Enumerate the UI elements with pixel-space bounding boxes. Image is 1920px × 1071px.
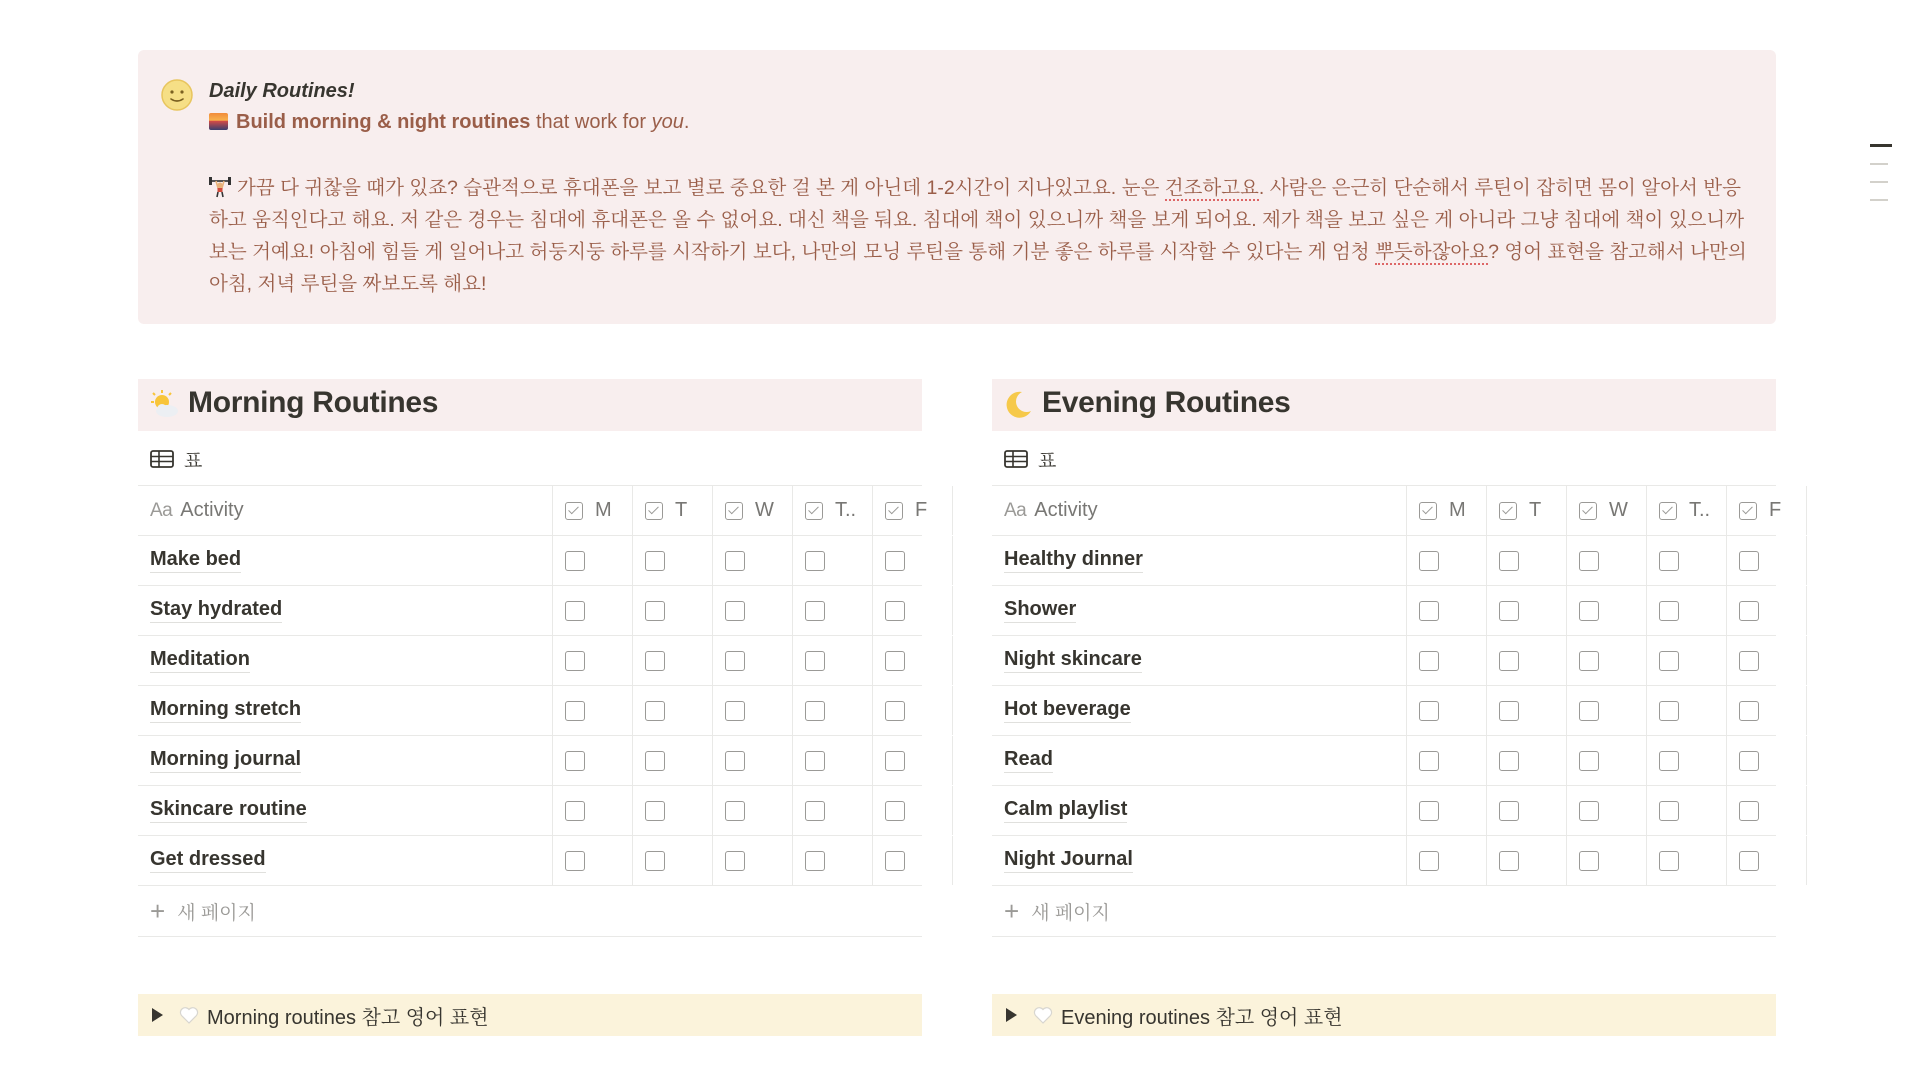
activity-name[interactable]: Make bed bbox=[150, 548, 241, 573]
day-checkbox-cell bbox=[553, 586, 633, 635]
day-checkbox-cell bbox=[1647, 586, 1727, 635]
table-row[interactable] bbox=[138, 735, 922, 785]
text-property-icon: Aa bbox=[1004, 499, 1027, 521]
checkbox[interactable] bbox=[805, 551, 825, 571]
checkbox[interactable] bbox=[1499, 551, 1519, 571]
plus-icon: + bbox=[150, 896, 166, 926]
checkbox[interactable] bbox=[1739, 801, 1759, 821]
subtitle-you: you bbox=[651, 111, 684, 133]
checkbox[interactable] bbox=[1579, 551, 1599, 571]
column-header-label: W bbox=[755, 499, 774, 521]
day-checkbox-cell bbox=[633, 536, 713, 585]
day-checkbox-cell bbox=[1487, 536, 1567, 585]
day-checkbox-cell bbox=[793, 736, 873, 785]
day-checkbox-cell bbox=[553, 536, 633, 585]
day-checkbox-cell bbox=[873, 536, 953, 585]
column-header-activity[interactable] bbox=[138, 486, 553, 535]
activity-name[interactable]: Calm playlist bbox=[1004, 798, 1127, 823]
checkbox[interactable] bbox=[1659, 801, 1679, 821]
checkbox[interactable] bbox=[645, 801, 665, 821]
evening-routines-header bbox=[992, 379, 1776, 431]
white-heart-icon bbox=[179, 1006, 199, 1024]
checkbox[interactable] bbox=[1739, 851, 1759, 871]
toc-marker[interactable] bbox=[1870, 144, 1892, 147]
morning-routines-title: Morning Routines bbox=[188, 386, 439, 419]
column-header-label: W bbox=[1609, 499, 1628, 521]
column-header-day[interactable] bbox=[1727, 486, 1807, 535]
checkbox[interactable] bbox=[1499, 851, 1519, 871]
activity-name[interactable]: Shower bbox=[1004, 598, 1076, 623]
checkbox[interactable] bbox=[645, 601, 665, 621]
checkbox-property-icon bbox=[1579, 502, 1597, 520]
toc-marker[interactable] bbox=[1870, 163, 1888, 165]
checkbox-property-icon bbox=[565, 502, 583, 520]
text-property-icon: Aa bbox=[150, 499, 173, 521]
activity-name[interactable]: Read bbox=[1004, 748, 1053, 773]
checkbox[interactable] bbox=[1499, 651, 1519, 671]
checkbox[interactable] bbox=[805, 801, 825, 821]
view-tab-table[interactable] bbox=[138, 431, 922, 485]
add-new-page-label: 새 페이지 bbox=[177, 902, 256, 924]
checkbox[interactable] bbox=[565, 851, 585, 871]
checkbox[interactable] bbox=[1499, 601, 1519, 621]
crescent-moon-icon bbox=[1002, 389, 1034, 421]
day-checkbox-cell bbox=[1407, 636, 1487, 685]
day-checkbox-cell bbox=[1407, 536, 1487, 585]
day-checkbox-cell bbox=[1407, 686, 1487, 735]
sun-behind-cloud-icon bbox=[148, 389, 180, 421]
table-row[interactable] bbox=[992, 735, 1776, 785]
checkbox[interactable] bbox=[1659, 701, 1679, 721]
day-checkbox-cell bbox=[1487, 786, 1567, 835]
checkbox[interactable] bbox=[725, 601, 745, 621]
day-checkbox-cell bbox=[1487, 636, 1567, 685]
checkbox-property-icon bbox=[725, 502, 743, 520]
activity-cell[interactable] bbox=[138, 536, 553, 585]
evening-routines-database bbox=[992, 379, 1782, 937]
table-row[interactable] bbox=[992, 535, 1776, 585]
checkbox[interactable] bbox=[805, 651, 825, 671]
day-checkbox-cell bbox=[713, 736, 793, 785]
day-checkbox-cell bbox=[873, 636, 953, 685]
day-checkbox-cell bbox=[873, 736, 953, 785]
callout-body bbox=[209, 172, 1747, 300]
checkbox[interactable] bbox=[725, 551, 745, 571]
checkbox[interactable] bbox=[565, 601, 585, 621]
day-checkbox-cell bbox=[1567, 736, 1647, 785]
checkbox[interactable] bbox=[1579, 601, 1599, 621]
checkbox-property-icon bbox=[1659, 502, 1677, 520]
activity-cell[interactable] bbox=[138, 786, 553, 835]
checkbox[interactable] bbox=[725, 701, 745, 721]
day-checkbox-cell bbox=[1407, 736, 1487, 785]
table-of-contents-outline[interactable] bbox=[1870, 144, 1892, 217]
toc-marker[interactable] bbox=[1870, 199, 1888, 201]
checkbox[interactable] bbox=[1579, 801, 1599, 821]
checkbox-property-icon bbox=[1499, 502, 1517, 520]
column-header-day[interactable] bbox=[633, 486, 713, 535]
column-header-label: M bbox=[595, 499, 612, 521]
morning-expressions-toggle[interactable] bbox=[138, 994, 922, 1036]
checkbox[interactable] bbox=[885, 801, 905, 821]
checkbox[interactable] bbox=[805, 601, 825, 621]
column-header-label: T.. bbox=[1689, 499, 1711, 521]
day-checkbox-cell bbox=[713, 786, 793, 835]
white-heart-icon bbox=[1033, 1006, 1053, 1024]
day-checkbox-cell bbox=[1727, 736, 1807, 785]
activity-cell[interactable] bbox=[138, 636, 553, 685]
day-checkbox-cell bbox=[553, 786, 633, 835]
activity-cell[interactable] bbox=[992, 536, 1407, 585]
day-checkbox-cell bbox=[553, 686, 633, 735]
callout-block bbox=[138, 50, 1776, 324]
evening-routines-title: Evening Routines bbox=[1042, 386, 1291, 419]
day-checkbox-cell bbox=[1567, 686, 1647, 735]
activity-cell[interactable] bbox=[138, 836, 553, 885]
checkbox[interactable] bbox=[1419, 801, 1439, 821]
table-row[interactable] bbox=[138, 785, 922, 835]
activity-cell[interactable] bbox=[138, 686, 553, 735]
day-checkbox-cell bbox=[633, 836, 713, 885]
checkbox[interactable] bbox=[565, 801, 585, 821]
morning-table bbox=[138, 485, 928, 886]
column-header-label: Activity bbox=[180, 499, 244, 521]
day-checkbox-cell bbox=[1567, 786, 1647, 835]
toggle-label: Evening routines 참고 영어 표현 bbox=[1061, 1006, 1343, 1029]
day-checkbox-cell bbox=[1487, 736, 1567, 785]
activity-cell[interactable] bbox=[992, 836, 1407, 885]
activity-cell[interactable] bbox=[138, 586, 553, 635]
day-checkbox-cell bbox=[1567, 536, 1647, 585]
checkbox[interactable] bbox=[1499, 751, 1519, 771]
column-header-day[interactable] bbox=[1407, 486, 1487, 535]
activity-name[interactable]: Morning stretch bbox=[150, 698, 301, 723]
day-checkbox-cell bbox=[1567, 586, 1647, 635]
checkbox[interactable] bbox=[565, 751, 585, 771]
checkbox[interactable] bbox=[805, 851, 825, 871]
subtitle-highlight: Build morning & night routines bbox=[236, 111, 531, 133]
activity-name[interactable]: Morning journal bbox=[150, 748, 301, 773]
view-label: 표 bbox=[184, 451, 203, 472]
activity-name[interactable]: Get dressed bbox=[150, 848, 266, 873]
day-checkbox-cell bbox=[713, 536, 793, 585]
day-checkbox-cell bbox=[1727, 686, 1807, 735]
day-checkbox-cell bbox=[1647, 536, 1727, 585]
activity-cell[interactable] bbox=[992, 686, 1407, 735]
activity-name[interactable]: Night Journal bbox=[1004, 848, 1133, 873]
morning-routines-database bbox=[138, 379, 928, 937]
checkbox[interactable] bbox=[1419, 651, 1439, 671]
day-checkbox-cell bbox=[1487, 686, 1567, 735]
view-label: 표 bbox=[1038, 451, 1057, 472]
activity-name[interactable]: Meditation bbox=[150, 648, 250, 673]
day-checkbox-cell bbox=[793, 536, 873, 585]
checkbox-property-icon bbox=[1739, 502, 1757, 520]
subtitle-end: . bbox=[683, 111, 690, 133]
checkbox[interactable] bbox=[885, 601, 905, 621]
column-header-day[interactable] bbox=[1487, 486, 1567, 535]
column-header-day[interactable] bbox=[1647, 486, 1727, 535]
checkbox[interactable] bbox=[885, 651, 905, 671]
activity-cell[interactable] bbox=[992, 636, 1407, 685]
activity-cell[interactable] bbox=[992, 586, 1407, 635]
day-checkbox-cell bbox=[793, 586, 873, 635]
checkbox[interactable] bbox=[725, 851, 745, 871]
callout-title: Daily Routines! bbox=[209, 80, 355, 102]
sunrise-icon bbox=[209, 113, 228, 130]
column-header-label: T bbox=[1529, 499, 1542, 521]
day-checkbox-cell bbox=[793, 786, 873, 835]
checkbox[interactable] bbox=[1579, 701, 1599, 721]
smiley-icon bbox=[160, 78, 194, 112]
table-row[interactable] bbox=[992, 685, 1776, 735]
day-checkbox-cell bbox=[793, 836, 873, 885]
day-checkbox-cell bbox=[633, 686, 713, 735]
table-row[interactable] bbox=[138, 635, 922, 685]
view-tab-table[interactable] bbox=[992, 431, 1776, 485]
checkbox[interactable] bbox=[1419, 601, 1439, 621]
checkbox[interactable] bbox=[1579, 651, 1599, 671]
day-checkbox-cell bbox=[633, 736, 713, 785]
checkbox[interactable] bbox=[1739, 601, 1759, 621]
activity-cell[interactable] bbox=[992, 736, 1407, 785]
column-header-label: T bbox=[675, 499, 688, 521]
day-checkbox-cell bbox=[553, 636, 633, 685]
checkbox[interactable] bbox=[725, 801, 745, 821]
day-checkbox-cell bbox=[713, 836, 793, 885]
day-checkbox-cell bbox=[633, 786, 713, 835]
day-checkbox-cell bbox=[793, 686, 873, 735]
table-row[interactable] bbox=[138, 835, 922, 886]
morning-routines-header bbox=[138, 379, 922, 431]
checkbox[interactable] bbox=[1419, 701, 1439, 721]
activity-name[interactable]: Hot beverage bbox=[1004, 698, 1131, 723]
checkbox[interactable] bbox=[645, 701, 665, 721]
column-header-label: M bbox=[1449, 499, 1466, 521]
plus-icon: + bbox=[1004, 896, 1020, 926]
day-checkbox-cell bbox=[1487, 836, 1567, 885]
column-header-day[interactable] bbox=[873, 486, 953, 535]
checkbox[interactable] bbox=[1739, 551, 1759, 571]
checkbox[interactable] bbox=[1579, 851, 1599, 871]
table-row[interactable] bbox=[138, 535, 922, 585]
column-header-label: F bbox=[915, 499, 928, 521]
body-text-3: ? 영어 표현을 참고해서 나만의 아침, 저녁 루틴을 짜보도록 해요! bbox=[209, 241, 1747, 295]
checkbox[interactable] bbox=[645, 651, 665, 671]
day-checkbox-cell bbox=[713, 636, 793, 685]
day-checkbox-cell bbox=[633, 586, 713, 635]
checkbox[interactable] bbox=[1579, 751, 1599, 771]
checkbox-property-icon bbox=[1419, 502, 1437, 520]
checkbox[interactable] bbox=[1739, 701, 1759, 721]
day-checkbox-cell bbox=[553, 836, 633, 885]
checkbox[interactable] bbox=[645, 851, 665, 871]
table-icon bbox=[1004, 450, 1028, 468]
day-checkbox-cell bbox=[1647, 686, 1727, 735]
day-checkbox-cell bbox=[1567, 636, 1647, 685]
add-new-page-button[interactable] bbox=[992, 886, 1776, 937]
checkbox[interactable] bbox=[565, 651, 585, 671]
checkbox[interactable] bbox=[725, 651, 745, 671]
day-checkbox-cell bbox=[1727, 836, 1807, 885]
day-checkbox-cell bbox=[873, 836, 953, 885]
checkbox[interactable] bbox=[1499, 801, 1519, 821]
day-checkbox-cell bbox=[1407, 836, 1487, 885]
body-text-2: . 사람은 은근히 단순해서 루틴이 잡히면 몸이 알아서 반응하고 움직인다고 해요. 저 같은 경우는 침대에 휴대폰은 올 수 없어요. 대신 책을 둬요. 침대에 책이 있으니까 책을 보게 되어요. 제가 책을 보고 싶은 게 아니라 그냥 침대에 책이 있으니까 보는 거예요! 아침에 힘들 게 일어나고 허둥지둥 하루를 시작하기 보다, 나만의 모닝 루틴을 통해 기분 좋은 하루를 시작할 수 있다는 게 엄청 bbox=[209, 177, 1745, 263]
column-header-day[interactable] bbox=[793, 486, 873, 535]
checkbox[interactable] bbox=[885, 701, 905, 721]
body-underlined-2: 뿌듯하잖아요 bbox=[1375, 241, 1489, 263]
checkbox[interactable] bbox=[805, 701, 825, 721]
table-header-row bbox=[992, 485, 1782, 535]
day-checkbox-cell bbox=[1727, 586, 1807, 635]
day-checkbox-cell bbox=[1567, 836, 1647, 885]
day-checkbox-cell bbox=[1647, 836, 1727, 885]
day-checkbox-cell bbox=[1727, 786, 1807, 835]
activity-name[interactable]: Healthy dinner bbox=[1004, 548, 1143, 573]
day-checkbox-cell bbox=[1647, 636, 1727, 685]
checkbox[interactable] bbox=[1659, 601, 1679, 621]
day-checkbox-cell bbox=[713, 686, 793, 735]
table-row[interactable] bbox=[992, 585, 1776, 635]
column-header-activity[interactable] bbox=[992, 486, 1407, 535]
checkbox[interactable] bbox=[805, 751, 825, 771]
weightlifter-icon bbox=[209, 177, 231, 197]
table-header-row bbox=[138, 485, 928, 535]
checkbox-property-icon bbox=[805, 502, 823, 520]
day-checkbox-cell bbox=[793, 636, 873, 685]
body-text-1: 가끔 다 귀찮을 때가 있죠? 습관적으로 휴대폰을 보고 별로 중요한 걸 본 게 아닌데 1-2시간이 지나있고요. 눈은 bbox=[237, 177, 1165, 199]
body-underlined-1: 건조하고요 bbox=[1164, 177, 1259, 199]
checkbox[interactable] bbox=[1739, 751, 1759, 771]
add-new-page-label: 새 페이지 bbox=[1031, 902, 1110, 924]
toggle-label: Morning routines 참고 영어 표현 bbox=[207, 1006, 489, 1029]
checkbox[interactable] bbox=[1659, 651, 1679, 671]
day-checkbox-cell bbox=[1727, 636, 1807, 685]
checkbox[interactable] bbox=[1419, 751, 1439, 771]
checkbox[interactable] bbox=[1419, 551, 1439, 571]
table-row[interactable] bbox=[992, 635, 1776, 685]
table-row[interactable] bbox=[992, 785, 1776, 835]
column-header-day[interactable] bbox=[553, 486, 633, 535]
day-checkbox-cell bbox=[1647, 736, 1727, 785]
column-header-label: F bbox=[1769, 499, 1782, 521]
table-row[interactable] bbox=[138, 585, 922, 635]
day-checkbox-cell bbox=[873, 586, 953, 635]
activity-name[interactable]: Stay hydrated bbox=[150, 598, 282, 623]
activity-name[interactable]: Skincare routine bbox=[150, 798, 307, 823]
day-checkbox-cell bbox=[713, 586, 793, 635]
column-header-label: Activity bbox=[1034, 499, 1098, 521]
day-checkbox-cell bbox=[1407, 586, 1487, 635]
checkbox[interactable] bbox=[1659, 851, 1679, 871]
table-row[interactable] bbox=[138, 685, 922, 735]
activity-cell[interactable] bbox=[138, 736, 553, 785]
checkbox[interactable] bbox=[1659, 551, 1679, 571]
day-checkbox-cell bbox=[553, 736, 633, 785]
checkbox[interactable] bbox=[645, 751, 665, 771]
checkbox[interactable] bbox=[1659, 751, 1679, 771]
table-icon bbox=[150, 450, 174, 468]
day-checkbox-cell bbox=[873, 786, 953, 835]
checkbox[interactable] bbox=[725, 751, 745, 771]
day-checkbox-cell bbox=[1647, 786, 1727, 835]
day-checkbox-cell bbox=[1487, 586, 1567, 635]
column-header-day[interactable] bbox=[713, 486, 793, 535]
checkbox[interactable] bbox=[645, 551, 665, 571]
add-new-page-button[interactable] bbox=[138, 886, 922, 937]
day-checkbox-cell bbox=[1727, 536, 1807, 585]
table-row[interactable] bbox=[992, 835, 1776, 886]
evening-table bbox=[992, 485, 1782, 886]
checkbox[interactable] bbox=[1419, 851, 1439, 871]
toggle-triangle-icon[interactable] bbox=[1006, 1008, 1017, 1022]
evening-expressions-toggle[interactable] bbox=[992, 994, 1776, 1036]
checkbox[interactable] bbox=[885, 551, 905, 571]
day-checkbox-cell bbox=[633, 636, 713, 685]
activity-name[interactable]: Night skincare bbox=[1004, 648, 1142, 673]
checkbox[interactable] bbox=[1499, 701, 1519, 721]
toggle-triangle-icon[interactable] bbox=[152, 1008, 163, 1022]
activity-cell[interactable] bbox=[992, 786, 1407, 835]
day-checkbox-cell bbox=[1407, 786, 1487, 835]
checkbox[interactable] bbox=[885, 751, 905, 771]
checkbox[interactable] bbox=[565, 701, 585, 721]
column-header-label: T.. bbox=[835, 499, 857, 521]
column-header-day[interactable] bbox=[1567, 486, 1647, 535]
checkbox[interactable] bbox=[885, 851, 905, 871]
callout-subtitle bbox=[209, 111, 689, 134]
subtitle-text: that work for bbox=[530, 111, 652, 133]
checkbox-property-icon bbox=[645, 502, 663, 520]
day-checkbox-cell bbox=[873, 686, 953, 735]
checkbox[interactable] bbox=[565, 551, 585, 571]
toc-marker[interactable] bbox=[1870, 181, 1888, 183]
checkbox-property-icon bbox=[885, 502, 903, 520]
checkbox[interactable] bbox=[1739, 651, 1759, 671]
